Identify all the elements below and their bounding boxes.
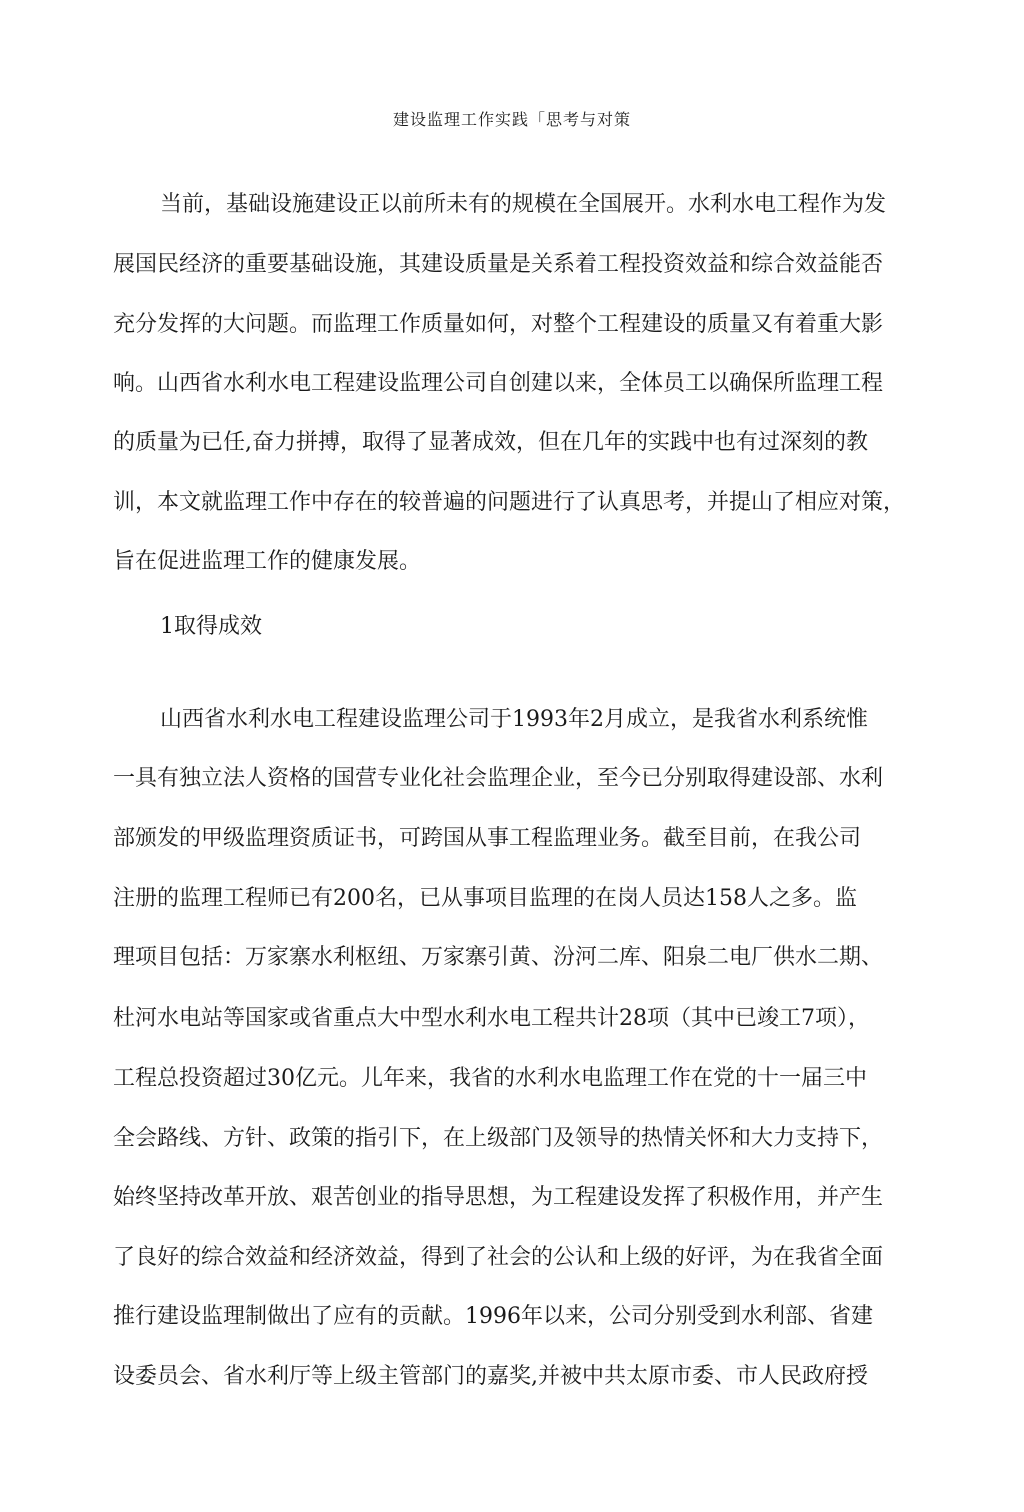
paragraph-1-line-4: 响。山西省水利水电工程建设监理公司自创建以来，全体员工以确保所监理工程 [113, 371, 884, 396]
paragraph-2-line-9: 始终坚持改革开放、艰苦创业的指导思想，为工程建设发挥了积极作用，并产生 [113, 1185, 884, 1210]
paragraph-2-line-7: 工程总投资超过30亿元。儿年来，我省的水利水电监理工作在党的十一届三中 [113, 1066, 867, 1091]
paragraph-2-line-4: 注册的监理工程师已有200名，已从事项目监理的在岗人员达158人之多。监 [113, 886, 857, 911]
document-title: 建设监理工作实践「思考与对策 [392, 110, 631, 129]
paragraph-2-line-12: 设委员会、省水利厅等上级主管部门的嘉奖,并被中共太原市委、市人民政府授 [113, 1364, 868, 1389]
paragraph-1-line-1: 当前，基础设施建设正以前所未有的规模在全国展开。水利水电工程作为发 [160, 192, 887, 217]
paragraph-2-line-3: 部颁发的甲级监理资质证书，可跨国从事工程监理业务。截至目前，在我公司 [113, 826, 862, 851]
paragraph-2-line-6: 杜河水电站等国家或省重点大中型水利水电工程共计28项（其中已竣工7项）， [113, 1006, 870, 1031]
paragraph-2-line-10: 了良好的综合效益和经济效益，得到了社会的公认和上级的好评，为在我省全面 [113, 1245, 884, 1270]
paragraph-1-line-3: 充分发挥的大问题。而监理工作质量如何，对整个工程建设的质量又有着重大影 [113, 312, 884, 337]
paragraph-2-line-5: 理项目包括：万家寨水利枢纽、万家寨引黄、汾河二库、阳泉二电厂供水二期、 [113, 945, 884, 970]
paragraph-2-line-8: 全会路线、方针、政策的指引下，在上级部门及领导的热情关怀和大力支持下， [113, 1126, 884, 1151]
paragraph-1-line-6: 训，本文就监理工作中存在的较普遍的问题进行了认真思考，并提山了相应对策， [113, 490, 906, 515]
paragraph-2-line-11: 推行建设监理制做出了应有的贡献。1996年以来，公司分别受到水利部、省建 [113, 1304, 873, 1329]
paragraph-1-line-5: 的质量为已任,奋力拼搏，取得了显著成效，但在几年的实践中也有过深刻的教 [113, 430, 868, 455]
paragraph-2-line-2: 一具有独立法人资格的国营专业化社会监理企业，至今已分别取得建设部、水利 [113, 766, 884, 791]
section-heading-1: 1取得成效 [160, 614, 262, 639]
paragraph-1-line-7: 旨在促进监理工作的健康发展。 [113, 549, 422, 574]
paragraph-2-line-1: 山西省水利水电工程建设监理公司于1993年2月成立，是我省水利系统惟 [160, 707, 868, 732]
paragraph-1-line-2: 展国民经济的重要基础设施，其建设质量是关系着工程投资效益和综合效益能否 [113, 252, 884, 277]
